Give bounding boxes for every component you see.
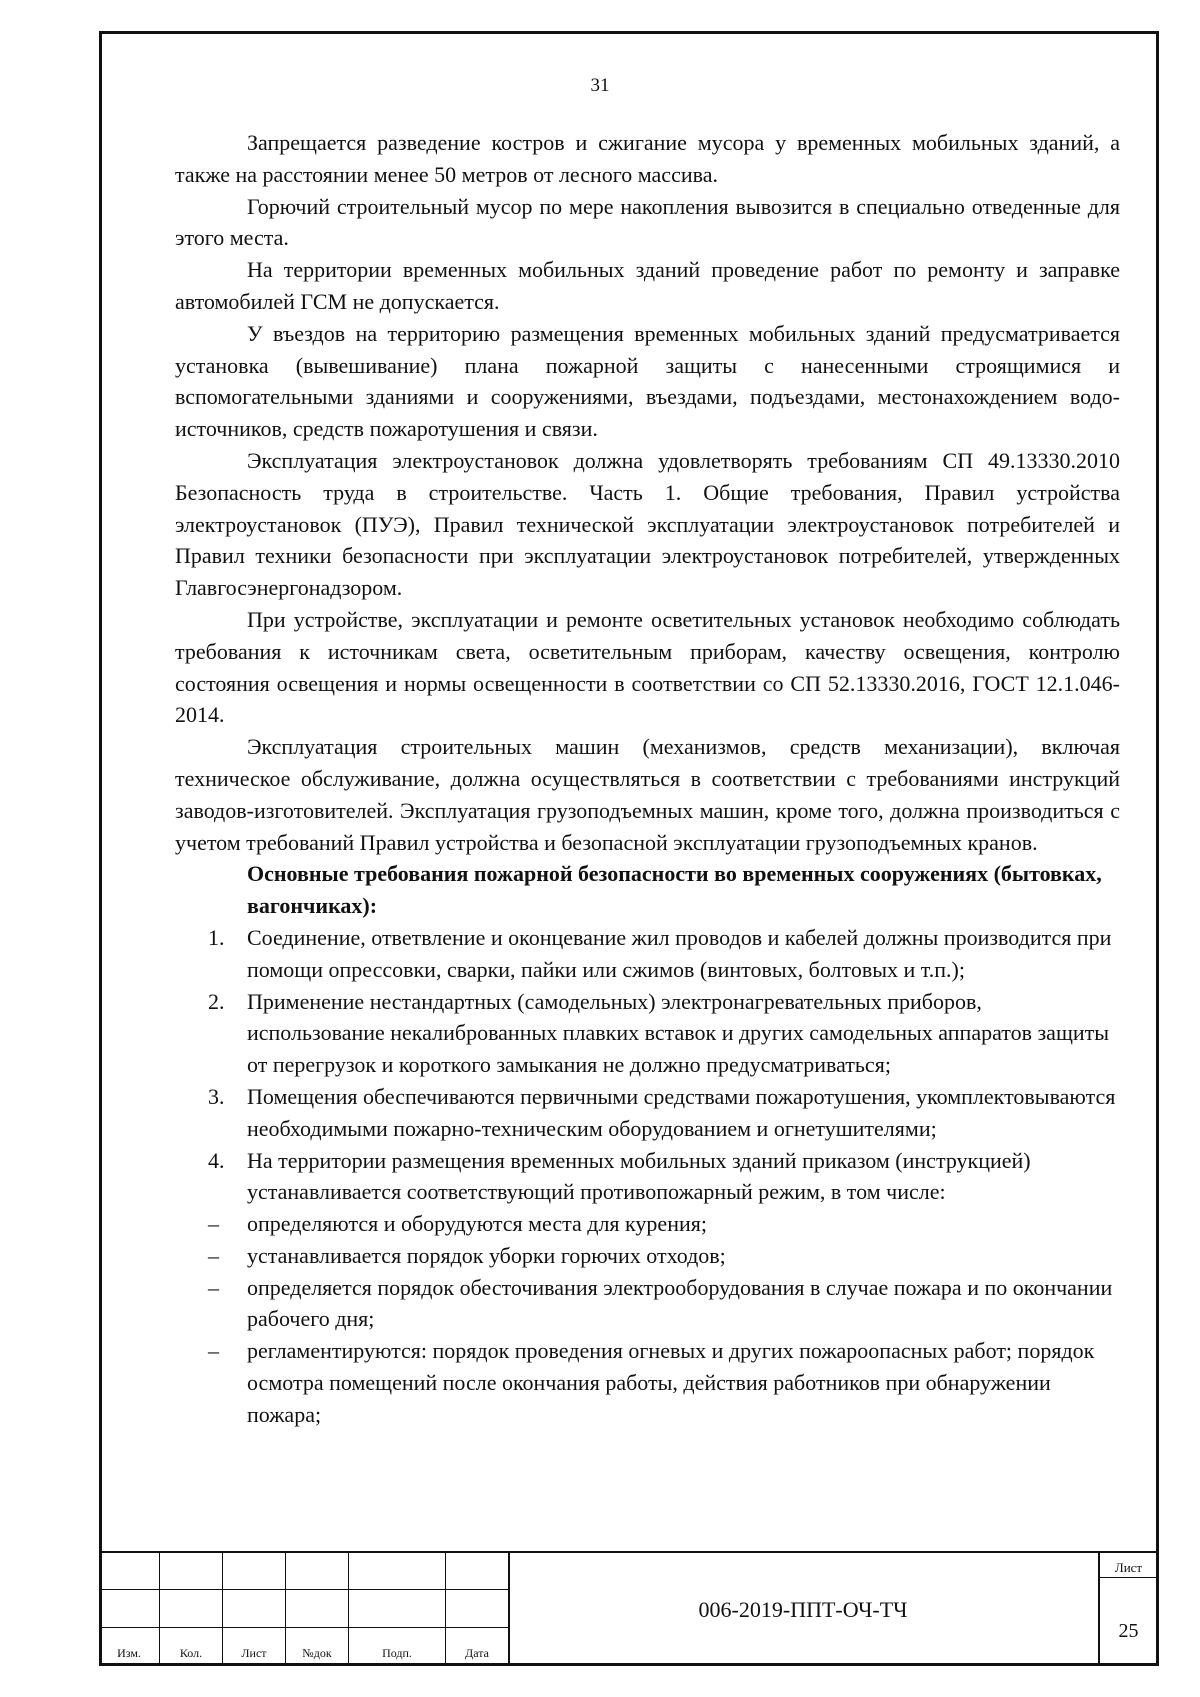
dash-marker: – xyxy=(208,1211,219,1237)
list-item-text: Применение нестандартных (самодельных) электронагревательных приборов, использование некалиброванных плавких вставок и других самодельных аппаратов защиты от перегрузок и короткого замыкания не должно предусматриваться; xyxy=(247,988,1110,1078)
paragraph: Горючий строительный мусор по мере накопления вывозится в специально отведенные для этого места. xyxy=(175,193,1120,251)
grid-line xyxy=(1098,1577,1159,1578)
list-item xyxy=(175,986,1120,1081)
list-item-text: регламентируются: порядок проведения огневых и других пожароопасных работ; порядок осмотра помещений после окончания работы, действия работников при обнаружении пожара; xyxy=(247,1338,1095,1427)
list-item-text: На территории размещения временных мобильных зданий приказом (инструкцией) устанавливается соответствующий противопожарный режим, в том числе: xyxy=(247,1147,1031,1205)
dash-list-item xyxy=(175,1240,1120,1272)
document-code: 006-2019-ППТ-ОЧ-ТЧ xyxy=(698,1597,908,1622)
title-block-border xyxy=(99,1551,1159,1553)
dash-list-item xyxy=(175,1208,1120,1240)
list-item-text: Помещения обеспечиваются первичными средствами пожаротушения, укомплектовываются необходимыми пожарно-техническим оборудованием и огнетушителями; xyxy=(247,1083,1116,1141)
sheet-number: 25 xyxy=(1118,1620,1139,1642)
list-marker: 3. xyxy=(208,1083,225,1109)
paragraph: На территории временных мобильных зданий проведение работ по ремонту и заправке автомобилей ГСМ не допускается. xyxy=(175,257,1120,314)
list-item xyxy=(175,1081,1120,1145)
list-item-text: Соединение, ответвление и оконцевание жил проводов и кабелей должны производится при помощи опрессовки, сварки, пайки или сжимов (винтовых, болтовых и т.п.); xyxy=(247,924,1112,982)
grid-line xyxy=(99,1627,508,1628)
list-marker: 2. xyxy=(208,988,225,1014)
dash-list-item xyxy=(175,1335,1120,1430)
dash-marker: – xyxy=(208,1274,219,1300)
column-label-data: Дата xyxy=(465,1646,489,1660)
document-body xyxy=(175,127,1120,1431)
column-label-kol: Кол. xyxy=(179,1646,203,1660)
paragraph: Эксплуатация строительных машин (механизмов, средств механизации), включая техническое обслуживание, должна осуществляться в соответствии с требованиями инструкций заводов-изготовителей. Эксплуатация грузоподъемных машин, кроме того, должна производиться с учетом требований Правил устройства и безопасной эксплуатации грузоподъемных кранов. xyxy=(175,734,1120,855)
section-heading: Основные требования пожарной безопасности во временных сооружениях (бытовках, вагончиках): xyxy=(247,861,1102,919)
dash-marker: – xyxy=(208,1338,219,1364)
column-label-izm: Изм. xyxy=(117,1646,141,1660)
dash-marker: – xyxy=(208,1242,219,1268)
list-marker: 4. xyxy=(208,1147,225,1173)
page-number: 31 xyxy=(590,75,610,96)
dash-list-item xyxy=(175,1272,1120,1336)
paragraph: При устройстве, эксплуатации и ремонте осветительных установок необходимо соблюдать требования к источникам света, осветительным приборам, качеству освещения, контролю состояния освещения и нормы освещенности в соответствии со СП 52.13330.2016, ГОСТ 12.1.046-2014. xyxy=(175,606,1120,728)
list-item xyxy=(175,1145,1120,1209)
list-item-text: определяются и оборудуются места для курения; xyxy=(247,1211,707,1237)
column-label-list: Лист xyxy=(241,1646,267,1660)
list-marker: 1. xyxy=(208,924,225,950)
paragraph: Запрещается разведение костров и сжигание мусора у временных мобильных зданий, а также на расстоянии менее 50 метров от лесного массива. xyxy=(175,130,1120,187)
list-item-text: определяется порядок обесточивания электрооборудования в случае пожара и по окончании рабочего дня; xyxy=(247,1274,1113,1332)
list-item xyxy=(175,922,1120,986)
sheet-label: Лист xyxy=(1114,1560,1143,1575)
paragraph: Эксплуатация электроустановок должна удовлетворять требованиям СП 49.13330.2010 Безопасность труда в строительстве. Часть 1. Общие требования, Правил устройства электроустановок (ПУЭ), Правил технической эксплуатации электроустановок потребителей и Правил техники безопасности при эксплуатации электроустановок потребителей, утвержденных Главгосэнергонадзором. xyxy=(175,447,1120,601)
column-label-podp: Подп. xyxy=(382,1646,412,1660)
paragraph: У въездов на территорию размещения временных мобильных зданий предусматривается установка (вывешивание) плана пожарной защиты с нанесенными строящимися и вспомогательными зданиями и сооружениями, въездами, подъездами, местонахождением водо-источников, средств пожаротушения и связи. xyxy=(175,320,1120,442)
list-item-text: устанавливается порядок уборки горючих отходов; xyxy=(247,1242,726,1268)
grid-line xyxy=(99,1589,508,1590)
column-label-ndok: №док xyxy=(302,1646,332,1660)
